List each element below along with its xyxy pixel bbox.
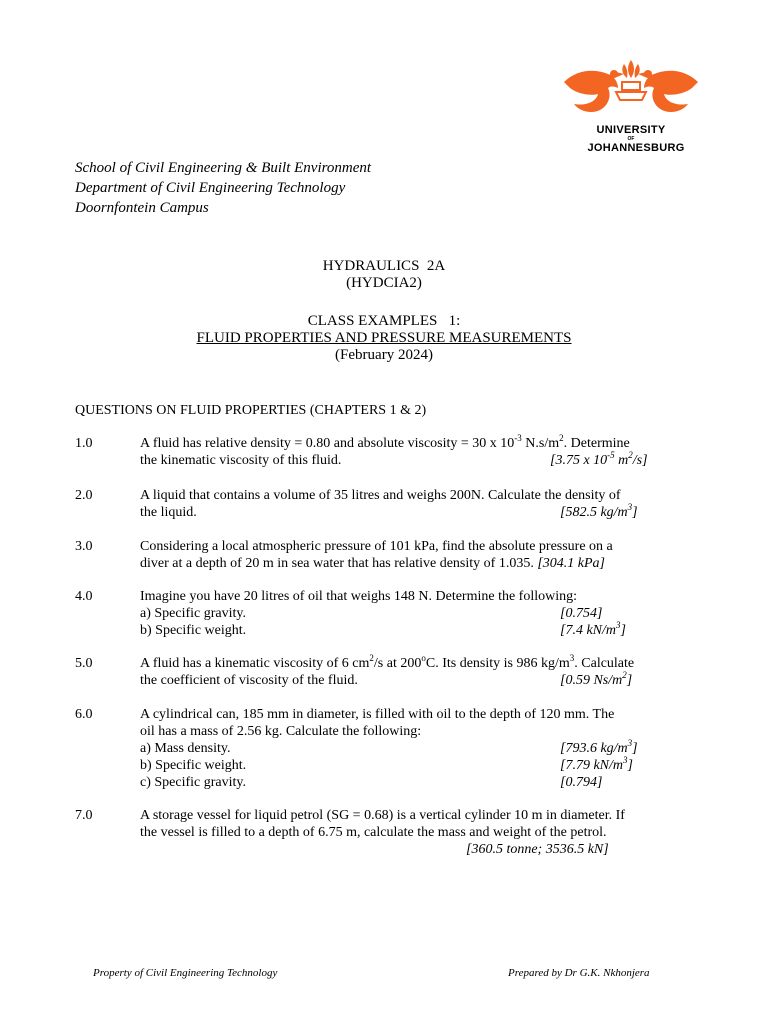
question-subpart-a: a) Specific gravity. [0.754] <box>140 606 603 621</box>
question-text-line: A storage vessel for liquid petrol (SG = 0.68) is a vertical cylinder 10 m in diameter. If <box>140 808 625 823</box>
question-text-line: A cylindrical can, 185 mm in diameter, is filled with oil to the depth of 120 mm. The <box>140 707 615 722</box>
question-subpart-a: a) Mass density. [793.6 $kg/m^3$] <box>140 738 638 756</box>
school-info <box>75 158 371 218</box>
question-number: 1.0 <box>75 436 93 451</box>
question-subpart-b: b) Specific weight. [7.4 $kN/m^3$] <box>140 620 626 638</box>
question-number: 5.0 <box>75 656 93 671</box>
question-text-line: Considering a local atmospheric pressure of 101 kPa, find the absolute pressure on a <box>140 539 613 554</box>
answer: [582.5 $kg/m^3$] <box>560 502 638 520</box>
course-title: HYDRAULICS 2A <box>322 258 446 274</box>
department-name: Department of Civil Engineering Technology <box>75 180 346 196</box>
course-header <box>0 258 768 292</box>
question-subpart-b: b) Specific weight. [7.79 $kN/m^3$] <box>140 755 633 773</box>
examples-subtitle: FLUID PROPERTIES AND PRESSURE MEASUREMENTS <box>196 330 572 346</box>
school-name: School of Civil Engineering & Built Environment <box>75 160 372 176</box>
answer: [360.5 tonne; 3536.5 kN] <box>466 842 609 857</box>
question-text-line: oil has a mass of 2.56 kg. Calculate the following: <box>140 724 422 739</box>
footer-left: Property of Civil Engineering Technology <box>93 967 278 979</box>
answer: [304.1 kPa] <box>537 556 605 571</box>
question-text-line: A liquid that contains a volume of 35 litres and weighs 200N. Calculate the density of <box>140 488 621 503</box>
question-text-line: the vessel is filled to a depth of 6.75 m, calculate the mass and weight of the petrol. <box>140 825 607 840</box>
question-text-line: the liquid. [582.5 $kg/m^3$] <box>140 502 638 520</box>
examples-date: (February 2024) <box>335 347 433 363</box>
examples-title: CLASS EXAMPLES 1: <box>307 313 461 329</box>
question-text-line: the kinematic viscosity of this fluid. [3.75 x $10^{-5}$ $m^2/s$] <box>140 450 648 468</box>
question-text-line: the coefficient of viscosity of the fluid. [0.59 $Ns/m^2$] <box>140 670 633 688</box>
question-subpart-c: c) Specific gravity. [0.794] <box>140 775 603 790</box>
question-number: 3.0 <box>75 539 93 554</box>
logo-line-1: UNIVERSITY <box>596 124 666 136</box>
answer: [7.4 $kN/m^3$] <box>560 620 626 638</box>
question-text-line: A fluid has a kinematic viscosity of 6 $cm^2/s$ at 200$^o$C. Its density is 986 $kg/m^3$. Calculate <box>140 653 635 671</box>
answer: [3.75 x $10^{-5}$ $m^2/s$] <box>550 450 648 468</box>
answer: [793.6 $kg/m^3$] <box>560 738 638 756</box>
section-heading: QUESTIONS ON FLUID PROPERTIES (CHAPTERS 1 & 2) <box>75 403 427 418</box>
answer: [0.59 $Ns/m^2$] <box>560 670 633 688</box>
answer: [7.79 $kN/m^3$] <box>560 755 633 773</box>
logo-line-2: OF <box>627 136 635 142</box>
question-answer-line <box>140 841 675 858</box>
question-number: 2.0 <box>75 488 93 503</box>
question-number: 4.0 <box>75 589 93 604</box>
footer-right: Prepared by Dr G.K. Nkhonjera <box>508 967 650 979</box>
logo-line-3: JOHANNESBURG <box>587 142 685 154</box>
campus-name: Doornfontein Campus <box>75 200 209 216</box>
question-text-line: A fluid has relative density = 0.80 and absolute viscosity = 30 x $10^{-3}$ $N.s/m^2$. Determine <box>140 433 630 451</box>
question-text-line: Imagine you have 20 litres of oil that weighs 148 N. Determine the following: <box>140 589 578 604</box>
question-number: 7.0 <box>75 808 93 823</box>
question-text-line: diver at a depth of 20 m in sea water that has relative density of 1.035. [304.1 kPa] <box>140 556 605 571</box>
examples-header <box>0 313 768 364</box>
answer: [0.754] <box>560 606 603 621</box>
answer: [0.794] <box>560 775 603 790</box>
question-number: 6.0 <box>75 707 93 722</box>
course-code: (HYDCIA2) <box>346 275 422 291</box>
